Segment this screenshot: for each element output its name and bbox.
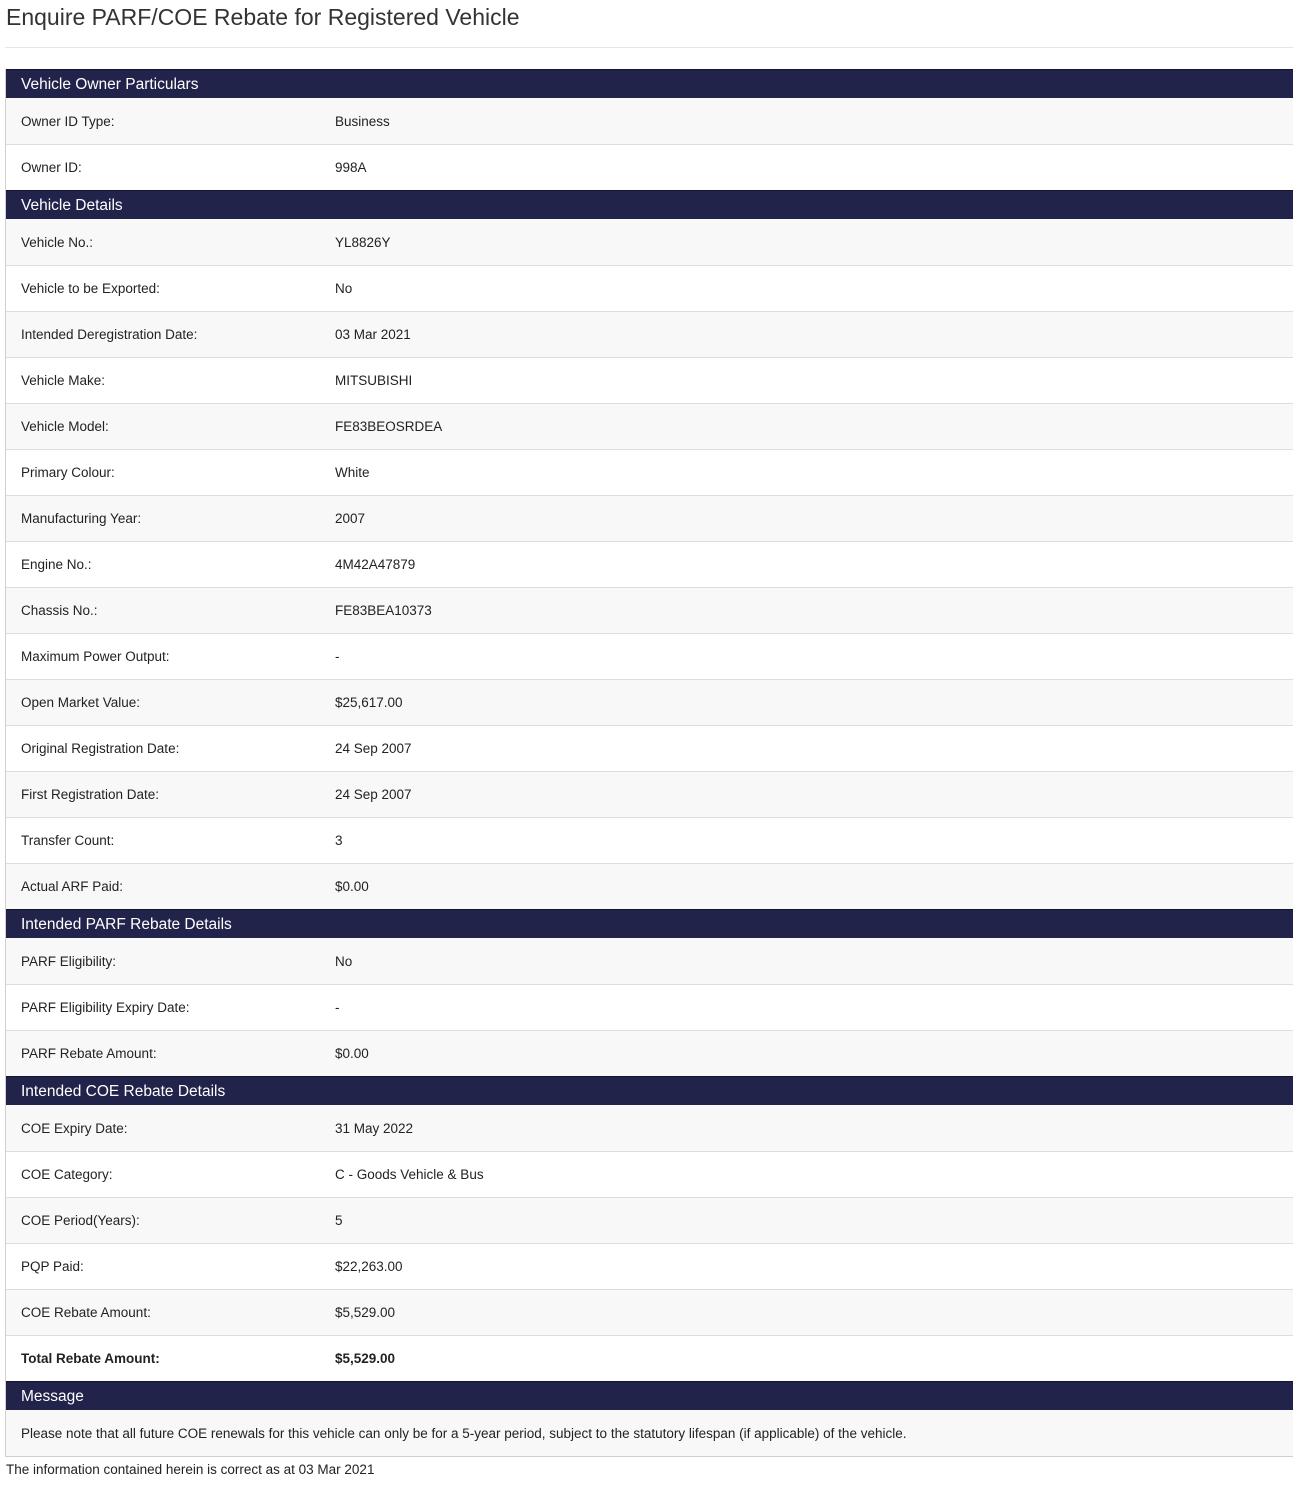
title-divider	[5, 47, 1293, 48]
row-coe-expiry-date	[6, 1105, 1293, 1151]
row-coe-category	[6, 1151, 1293, 1197]
vehicle-no-value: YL8826Y	[335, 234, 391, 250]
coe-category-label: COE Category:	[21, 1167, 113, 1182]
coe-rebate-amount-label: COE Rebate Amount:	[21, 1305, 151, 1320]
section-header-owner-particulars: Vehicle Owner Particulars	[6, 69, 1293, 98]
row-primary-colour	[6, 449, 1293, 495]
manufacturing-year-label: Manufacturing Year:	[21, 511, 142, 526]
coe-rebate-amount-value: $5,529.00	[335, 1305, 396, 1320]
row-original-registration-date	[6, 725, 1293, 771]
row-chassis-no	[6, 587, 1293, 633]
row-pqp-paid	[6, 1243, 1293, 1289]
original-registration-date-label: Original Registration Date:	[21, 741, 180, 756]
primary-colour-label: Primary Colour:	[21, 465, 115, 480]
vehicle-to-be-exported-label: Vehicle to be Exported:	[21, 281, 160, 296]
section-header-parf-rebate-details: Intended PARF Rebate Details	[6, 909, 1293, 938]
vehicle-model-label: Vehicle Model:	[21, 419, 109, 434]
owner-id-type-label: Owner ID Type:	[21, 113, 115, 129]
row-actual-arf-paid	[6, 863, 1293, 909]
row-parf-rebate-amount	[6, 1030, 1293, 1076]
first-registration-date-label: First Registration Date:	[21, 787, 160, 802]
rebate-details-panel	[5, 69, 1293, 1457]
parf-eligibility-expiry-date-value: -	[335, 1000, 340, 1015]
coe-expiry-date-label: COE Expiry Date:	[21, 1120, 128, 1136]
owner-id-type-value: Business	[335, 113, 390, 129]
row-maximum-power-output	[6, 633, 1293, 679]
row-manufacturing-year	[6, 495, 1293, 541]
vehicle-details-rows	[6, 219, 1293, 909]
row-parf-eligibility	[6, 938, 1293, 984]
message-text: Please note that all future COE renewals for this vehicle can only be for a 5-year period, subject to the statutory lifespan (if applicable) of the vehicle.	[6, 1410, 1293, 1456]
owner-particulars-rows	[6, 98, 1293, 190]
row-coe-rebate-amount	[6, 1289, 1293, 1335]
total-rebate-amount-value: $5,529.00	[335, 1351, 396, 1366]
parf-eligibility-expiry-date-label: PARF Eligibility Expiry Date:	[21, 1000, 190, 1015]
row-owner-id	[6, 144, 1293, 190]
coe-period-years-value: 5	[335, 1213, 343, 1228]
coe-period-years-label: COE Period(Years):	[21, 1213, 140, 1228]
chassis-no-label: Chassis No.:	[21, 603, 98, 618]
vehicle-model-value: FE83BEOSRDEA	[335, 419, 443, 434]
row-owner-id-type	[6, 98, 1293, 144]
row-first-registration-date	[6, 771, 1293, 817]
coe-rebate-rows	[6, 1105, 1293, 1381]
transfer-count-label: Transfer Count:	[21, 833, 115, 848]
engine-no-value: 4M42A47879	[335, 557, 416, 572]
section-header-coe-rebate-details: Intended COE Rebate Details	[6, 1076, 1293, 1105]
row-total-rebate-amount	[6, 1335, 1293, 1381]
maximum-power-output-value: -	[335, 649, 340, 664]
owner-id-label: Owner ID:	[21, 160, 82, 175]
owner-id-value: 998A	[335, 160, 367, 175]
coe-expiry-date-value: 31 May 2022	[335, 1120, 414, 1136]
row-vehicle-make	[6, 357, 1293, 403]
actual-arf-paid-value: $0.00	[335, 879, 369, 894]
chassis-no-value: FE83BEA10373	[335, 603, 432, 618]
row-open-market-value	[6, 679, 1293, 725]
vehicle-make-value: MITSUBISHI	[335, 373, 413, 388]
row-vehicle-model	[6, 403, 1293, 449]
primary-colour-value: White	[335, 465, 370, 480]
intended-deregistration-date-label: Intended Deregistration Date:	[21, 327, 198, 342]
open-market-value-value: $25,617.00	[335, 695, 403, 710]
original-registration-date-value: 24 Sep 2007	[335, 741, 412, 756]
first-registration-date-value: 24 Sep 2007	[335, 787, 412, 802]
parf-rebate-rows	[6, 938, 1293, 1076]
transfer-count-value: 3	[335, 833, 343, 848]
engine-no-label: Engine No.:	[21, 557, 92, 572]
manufacturing-year-value: 2007	[335, 511, 366, 526]
maximum-power-output-label: Maximum Power Output:	[21, 649, 170, 664]
page-title: Enquire PARF/COE Rebate for Registered Vehicle	[6, 4, 520, 30]
row-intended-deregistration-date	[6, 311, 1293, 357]
vehicle-make-label: Vehicle Make:	[21, 373, 106, 388]
vehicle-no-label: Vehicle No.:	[21, 234, 94, 250]
actual-arf-paid-label: Actual ARF Paid:	[21, 879, 124, 894]
row-transfer-count	[6, 817, 1293, 863]
total-rebate-amount-label: Total Rebate Amount:	[21, 1351, 160, 1366]
parf-rebate-amount-label: PARF Rebate Amount:	[21, 1046, 157, 1061]
coe-category-value: C - Goods Vehicle & Bus	[335, 1167, 484, 1182]
pqp-paid-value: $22,263.00	[335, 1259, 403, 1274]
parf-rebate-amount-value: $0.00	[335, 1046, 369, 1061]
pqp-paid-label: PQP Paid:	[21, 1259, 84, 1274]
section-header-message: Message	[6, 1381, 1293, 1410]
row-vehicle-to-be-exported	[6, 265, 1293, 311]
row-coe-period-years	[6, 1197, 1293, 1243]
intended-deregistration-date-value: 03 Mar 2021	[335, 327, 411, 342]
row-parf-eligibility-expiry-date	[6, 984, 1293, 1030]
information-correct-as-at-note: The information contained herein is correct as at 03 Mar 2021	[6, 1462, 375, 1477]
section-header-vehicle-details: Vehicle Details	[6, 190, 1293, 219]
vehicle-to-be-exported-value: No	[335, 281, 353, 296]
row-engine-no	[6, 541, 1293, 587]
row-vehicle-no	[6, 219, 1293, 265]
open-market-value-label: Open Market Value:	[21, 695, 141, 710]
parf-eligibility-label: PARF Eligibility:	[21, 953, 117, 969]
parf-eligibility-value: No	[335, 953, 353, 969]
